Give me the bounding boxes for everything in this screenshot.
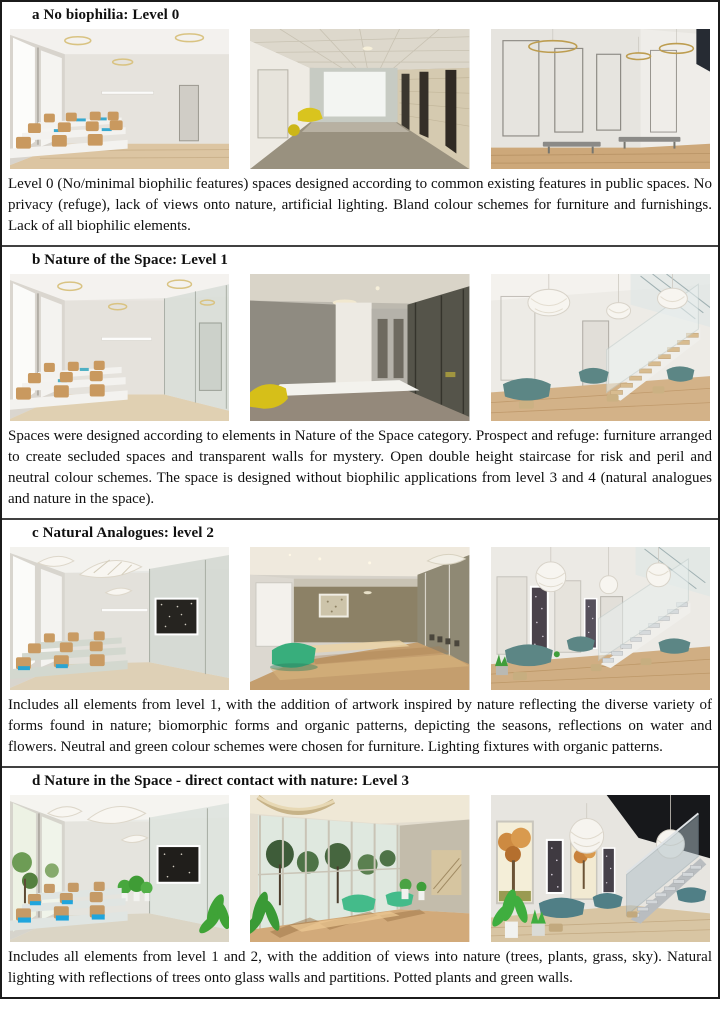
hall-level0-render: [491, 29, 710, 169]
panel-b-image-row: [2, 271, 718, 421]
patterned-artwork: [602, 848, 614, 893]
yellow-pouf: [288, 124, 300, 136]
panel-c-header: c Natural Analogues: level 2: [32, 525, 214, 541]
small-pendant: [364, 591, 372, 594]
render-d1-classroom: [10, 795, 229, 942]
panel-a-description: Level 0 (No/minimal biophilic features) spaces designed according to common existing features in public spaces. No privacy (refuge), lack of views onto nature, artificial lighting. Bland colour schemes for furniture and furnishings. Lack of all biophilic elements.: [8, 176, 712, 234]
door: [179, 85, 198, 140]
panel-d: [2, 766, 718, 997]
wall-panel: [497, 577, 527, 654]
render-b3-lounge: [491, 274, 710, 421]
classroom-level3-render: [10, 795, 229, 942]
plant-pot: [496, 666, 508, 675]
panel-b-description: Spaces were designed according to elements in Nature of the Space category. Prospect and refuge: furniture arranged to create secluded spaces and transparent walls for mystery. Open double height staircase for risk and peril and neutral colour schemes. The space is designed without biophilic applications from level 3 and 4 (natural analogues and nature in the space).: [8, 428, 712, 507]
panel-c-image-row: [2, 544, 718, 690]
pot: [532, 924, 545, 936]
corridor-level0-render: [250, 29, 469, 169]
classroom-level1-render: [10, 274, 229, 421]
reflection: [446, 372, 456, 377]
ceiling-light: [363, 47, 373, 51]
patterned-artwork: [546, 840, 562, 893]
opening: [432, 850, 462, 895]
olive-back-wall: [294, 587, 418, 643]
nature-artwork: [158, 846, 200, 883]
whiteboard-ledge: [102, 91, 154, 94]
render-c3-lounge: [491, 547, 710, 690]
patterned-artwork: [531, 587, 548, 651]
panel-b-header: b Nature of the Space: Level 1: [32, 252, 229, 268]
corridor-level1-render: [250, 274, 469, 421]
panel-d-description: Includes all elements from level 1 and 2, with the addition of views into nature (trees, plants, grass, sky). Natural lighting with reflections of trees onto glass walls and partitions. Potted plants and green walls.: [8, 949, 712, 986]
framed-artwork: [320, 595, 348, 617]
render-d2-atrium: [250, 795, 469, 942]
whiteboard-ledge: [102, 337, 152, 340]
white-pot: [505, 922, 518, 938]
panel-c-description: Includes all elements from level 1, with the addition of artwork inspired by nature reflecting the diverse variety of forms found in nature; biomorphic forms and organic patterns, depicting the seasons, reflections on water and flowers. Neutral and green colour schemes were chosen for furniture. Lighting fixtures with organic patterns.: [8, 697, 712, 755]
render-c1-classroom: [10, 547, 229, 690]
hall-level2-render: [250, 547, 469, 690]
end-window: [324, 72, 386, 117]
render-a1-classroom: [10, 29, 229, 169]
render-b1-classroom: [10, 274, 229, 421]
glass-door: [199, 323, 221, 390]
render-b2-corridor: [250, 274, 469, 421]
panel-b: [2, 245, 718, 518]
lounge-level1-render: [491, 274, 710, 421]
atrium-level3-render: [250, 795, 469, 942]
render-a2-corridor: [250, 29, 469, 169]
bright-pillar: [336, 303, 372, 389]
render-c2-hall: [250, 547, 469, 690]
door-panel: [258, 70, 288, 138]
panel-a-image-row: [2, 26, 718, 169]
classroom-level0-render: [10, 29, 229, 169]
panel-d-header: d Nature in the Space - direct contact with nature: Level 3: [32, 773, 410, 789]
white-panel: [256, 583, 292, 647]
lounge-level3-render: [491, 795, 710, 942]
panel-a-header: a No biophilia: Level 0: [32, 7, 180, 23]
panel-c: [2, 518, 718, 766]
lounge-level2-render: [491, 547, 710, 690]
panel-a: [2, 2, 718, 245]
panel-d-image-row: [2, 792, 718, 942]
classroom-level2-render: [10, 547, 229, 690]
render-d3-lounge: [491, 795, 710, 942]
render-a3-hall: [491, 29, 710, 169]
